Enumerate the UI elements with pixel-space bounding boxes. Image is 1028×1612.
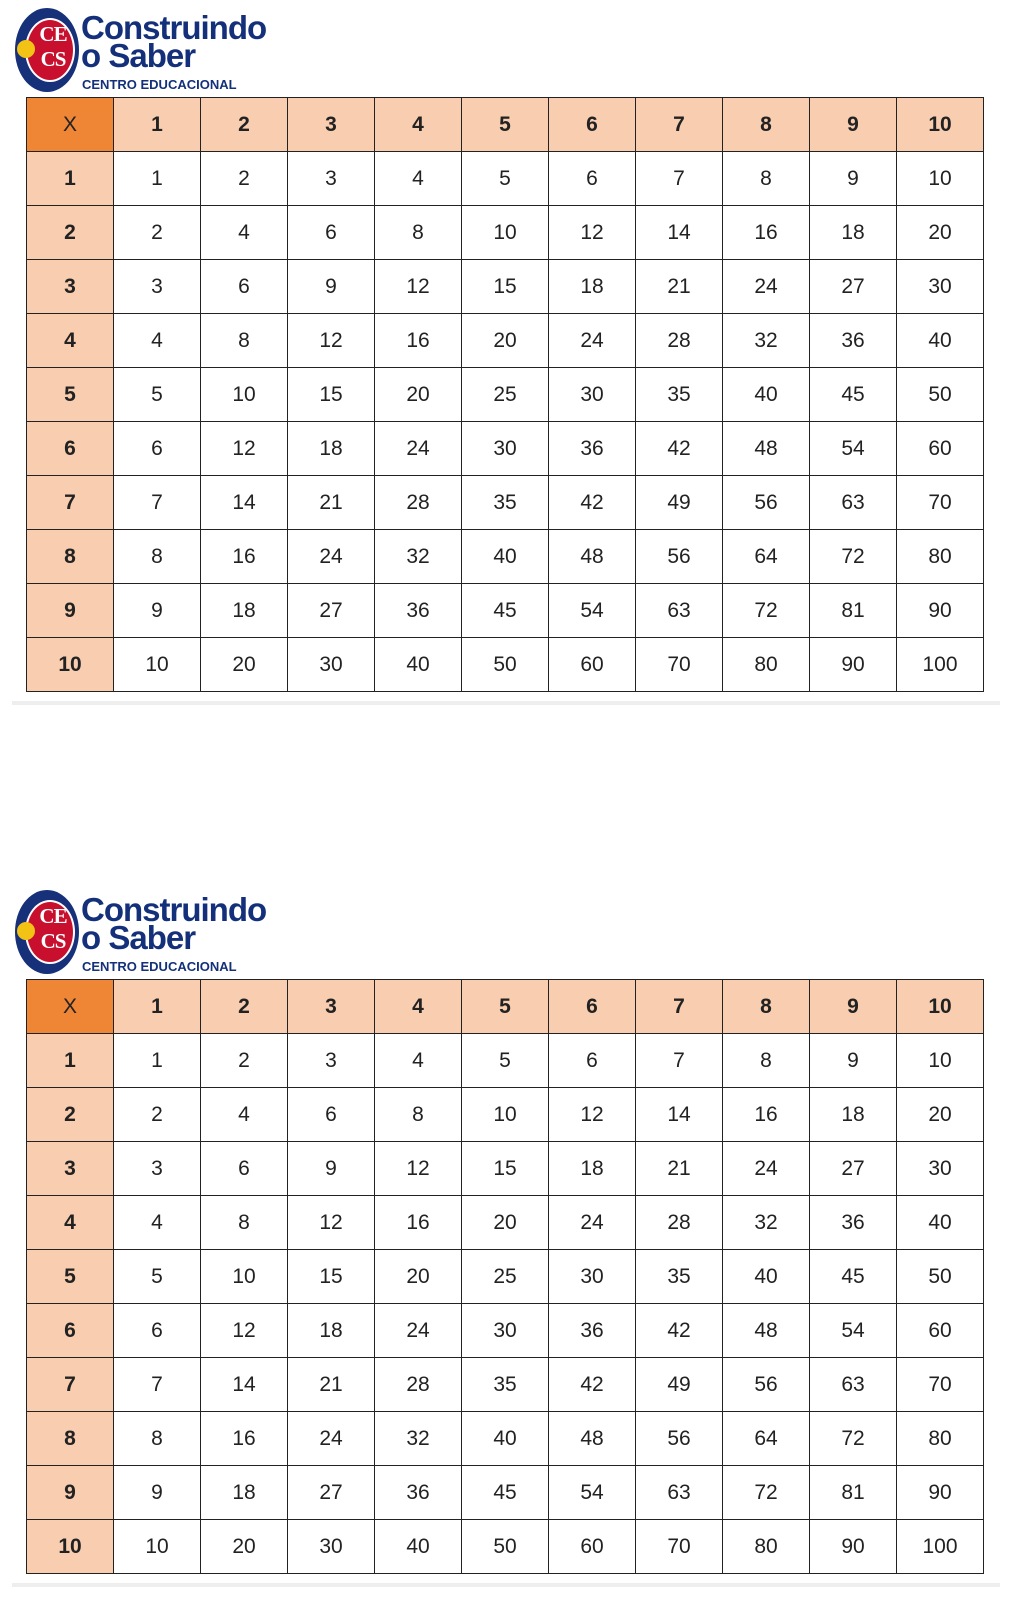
product-cell: 7 bbox=[114, 476, 201, 530]
product-cell: 15 bbox=[462, 260, 549, 314]
row-header: 3 bbox=[27, 260, 114, 314]
product-cell: 42 bbox=[549, 476, 636, 530]
product-cell: 9 bbox=[810, 152, 897, 206]
product-cell: 45 bbox=[810, 368, 897, 422]
product-cell: 72 bbox=[723, 584, 810, 638]
product-cell: 28 bbox=[636, 1196, 723, 1250]
row-header: 9 bbox=[27, 1466, 114, 1520]
product-cell: 50 bbox=[462, 1520, 549, 1574]
table-row bbox=[27, 1304, 984, 1358]
product-cell: 5 bbox=[114, 368, 201, 422]
product-cell: 8 bbox=[114, 1412, 201, 1466]
product-cell: 36 bbox=[549, 1304, 636, 1358]
product-cell: 8 bbox=[375, 1088, 462, 1142]
table-header-row bbox=[27, 98, 984, 152]
product-cell: 4 bbox=[201, 1088, 288, 1142]
product-cell: 2 bbox=[201, 1034, 288, 1088]
product-cell: 14 bbox=[636, 1088, 723, 1142]
row-header: 6 bbox=[27, 422, 114, 476]
product-cell: 4 bbox=[375, 1034, 462, 1088]
product-cell: 3 bbox=[288, 152, 375, 206]
brand-tagline: CENTRO EDUCACIONAL bbox=[82, 77, 237, 92]
table-row bbox=[27, 152, 984, 206]
product-cell: 16 bbox=[375, 314, 462, 368]
product-cell: 36 bbox=[810, 314, 897, 368]
product-cell: 20 bbox=[375, 368, 462, 422]
product-cell: 36 bbox=[375, 1466, 462, 1520]
product-cell: 8 bbox=[375, 206, 462, 260]
product-cell: 5 bbox=[462, 152, 549, 206]
product-cell: 100 bbox=[897, 638, 984, 692]
product-cell: 9 bbox=[114, 1466, 201, 1520]
product-cell: 12 bbox=[375, 260, 462, 314]
product-cell: 5 bbox=[114, 1250, 201, 1304]
column-header: 10 bbox=[897, 98, 984, 152]
product-cell: 40 bbox=[375, 638, 462, 692]
product-cell: 10 bbox=[201, 368, 288, 422]
product-cell: 21 bbox=[636, 1142, 723, 1196]
product-cell: 72 bbox=[810, 1412, 897, 1466]
emblem-text bbox=[31, 904, 75, 954]
product-cell: 45 bbox=[462, 584, 549, 638]
product-cell: 10 bbox=[462, 206, 549, 260]
product-cell: 24 bbox=[723, 1142, 810, 1196]
product-cell: 27 bbox=[810, 1142, 897, 1196]
product-cell: 36 bbox=[810, 1196, 897, 1250]
row-header: 3 bbox=[27, 1142, 114, 1196]
product-cell: 40 bbox=[897, 314, 984, 368]
product-cell: 48 bbox=[549, 530, 636, 584]
table-row bbox=[27, 638, 984, 692]
product-cell: 9 bbox=[114, 584, 201, 638]
product-cell: 30 bbox=[549, 1250, 636, 1304]
row-header: 2 bbox=[27, 206, 114, 260]
table-header-row bbox=[27, 980, 984, 1034]
product-cell: 81 bbox=[810, 1466, 897, 1520]
product-cell: 1 bbox=[114, 1034, 201, 1088]
product-cell: 8 bbox=[723, 152, 810, 206]
emblem-line-1: CE bbox=[39, 904, 67, 928]
product-cell: 16 bbox=[201, 1412, 288, 1466]
product-cell: 6 bbox=[549, 1034, 636, 1088]
column-header: 7 bbox=[636, 980, 723, 1034]
product-cell: 35 bbox=[462, 476, 549, 530]
product-cell: 40 bbox=[462, 530, 549, 584]
table-row bbox=[27, 1034, 984, 1088]
product-cell: 3 bbox=[288, 1034, 375, 1088]
product-cell: 49 bbox=[636, 476, 723, 530]
product-cell: 50 bbox=[462, 638, 549, 692]
product-cell: 60 bbox=[549, 638, 636, 692]
product-cell: 4 bbox=[114, 1196, 201, 1250]
column-header: 7 bbox=[636, 98, 723, 152]
product-cell: 14 bbox=[201, 476, 288, 530]
row-header: 1 bbox=[27, 152, 114, 206]
product-cell: 16 bbox=[723, 206, 810, 260]
product-cell: 2 bbox=[114, 206, 201, 260]
column-header: 6 bbox=[549, 980, 636, 1034]
column-header: 3 bbox=[288, 980, 375, 1034]
product-cell: 12 bbox=[288, 1196, 375, 1250]
row-header: 1 bbox=[27, 1034, 114, 1088]
product-cell: 12 bbox=[288, 314, 375, 368]
product-cell: 12 bbox=[549, 1088, 636, 1142]
product-cell: 49 bbox=[636, 1358, 723, 1412]
product-cell: 20 bbox=[897, 206, 984, 260]
product-cell: 4 bbox=[375, 152, 462, 206]
product-cell: 35 bbox=[636, 1250, 723, 1304]
product-cell: 56 bbox=[723, 476, 810, 530]
product-cell: 30 bbox=[462, 422, 549, 476]
column-header: 4 bbox=[375, 980, 462, 1034]
product-cell: 45 bbox=[462, 1466, 549, 1520]
corner-cell: X bbox=[27, 98, 114, 152]
product-cell: 70 bbox=[897, 1358, 984, 1412]
product-cell: 10 bbox=[462, 1088, 549, 1142]
product-cell: 18 bbox=[549, 260, 636, 314]
emblem-icon bbox=[15, 890, 79, 974]
product-cell: 32 bbox=[723, 314, 810, 368]
product-cell: 16 bbox=[375, 1196, 462, 1250]
brand-name-line-2: o Saber bbox=[81, 37, 196, 74]
row-header: 5 bbox=[27, 1250, 114, 1304]
product-cell: 25 bbox=[462, 1250, 549, 1304]
product-cell: 3 bbox=[114, 1142, 201, 1196]
product-cell: 28 bbox=[375, 1358, 462, 1412]
product-cell: 10 bbox=[201, 1250, 288, 1304]
product-cell: 6 bbox=[201, 260, 288, 314]
product-cell: 6 bbox=[201, 1142, 288, 1196]
product-cell: 2 bbox=[201, 152, 288, 206]
product-cell: 27 bbox=[810, 260, 897, 314]
product-cell: 42 bbox=[636, 422, 723, 476]
product-cell: 56 bbox=[723, 1358, 810, 1412]
product-cell: 12 bbox=[201, 422, 288, 476]
column-header: 9 bbox=[810, 980, 897, 1034]
product-cell: 60 bbox=[897, 422, 984, 476]
product-cell: 30 bbox=[897, 260, 984, 314]
product-cell: 54 bbox=[810, 422, 897, 476]
product-cell: 90 bbox=[810, 638, 897, 692]
product-cell: 48 bbox=[723, 422, 810, 476]
product-cell: 64 bbox=[723, 1412, 810, 1466]
table-row bbox=[27, 368, 984, 422]
product-cell: 70 bbox=[636, 1520, 723, 1574]
page-divider bbox=[12, 1583, 1000, 1587]
product-cell: 63 bbox=[810, 1358, 897, 1412]
product-cell: 24 bbox=[288, 1412, 375, 1466]
product-cell: 18 bbox=[201, 1466, 288, 1520]
product-cell: 12 bbox=[375, 1142, 462, 1196]
table-row bbox=[27, 584, 984, 638]
product-cell: 4 bbox=[114, 314, 201, 368]
brand-name-line-2: o Saber bbox=[81, 919, 196, 956]
product-cell: 90 bbox=[810, 1520, 897, 1574]
product-cell: 45 bbox=[810, 1250, 897, 1304]
product-cell: 20 bbox=[462, 1196, 549, 1250]
product-cell: 24 bbox=[723, 260, 810, 314]
product-cell: 36 bbox=[549, 422, 636, 476]
product-cell: 60 bbox=[549, 1520, 636, 1574]
product-cell: 80 bbox=[723, 638, 810, 692]
product-cell: 81 bbox=[810, 584, 897, 638]
table-row bbox=[27, 1250, 984, 1304]
product-cell: 40 bbox=[723, 1250, 810, 1304]
column-header: 10 bbox=[897, 980, 984, 1034]
product-cell: 7 bbox=[114, 1358, 201, 1412]
product-cell: 80 bbox=[897, 1412, 984, 1466]
row-header: 5 bbox=[27, 368, 114, 422]
product-cell: 18 bbox=[549, 1142, 636, 1196]
product-cell: 24 bbox=[549, 1196, 636, 1250]
table-row bbox=[27, 1412, 984, 1466]
product-cell: 50 bbox=[897, 368, 984, 422]
product-cell: 54 bbox=[549, 584, 636, 638]
product-cell: 32 bbox=[723, 1196, 810, 1250]
table-row bbox=[27, 1142, 984, 1196]
row-header: 4 bbox=[27, 314, 114, 368]
table-row bbox=[27, 1358, 984, 1412]
product-cell: 18 bbox=[810, 1088, 897, 1142]
column-header: 2 bbox=[201, 98, 288, 152]
product-cell: 32 bbox=[375, 1412, 462, 1466]
brand-name-line-1: Construindo bbox=[81, 891, 267, 928]
product-cell: 42 bbox=[549, 1358, 636, 1412]
column-header: 5 bbox=[462, 98, 549, 152]
column-header: 2 bbox=[201, 980, 288, 1034]
product-cell: 4 bbox=[201, 206, 288, 260]
product-cell: 24 bbox=[549, 314, 636, 368]
column-header: 8 bbox=[723, 98, 810, 152]
product-cell: 80 bbox=[897, 530, 984, 584]
product-cell: 30 bbox=[897, 1142, 984, 1196]
product-cell: 2 bbox=[114, 1088, 201, 1142]
product-cell: 72 bbox=[810, 530, 897, 584]
product-cell: 10 bbox=[114, 638, 201, 692]
product-cell: 16 bbox=[723, 1088, 810, 1142]
row-header: 2 bbox=[27, 1088, 114, 1142]
product-cell: 40 bbox=[375, 1520, 462, 1574]
product-cell: 24 bbox=[375, 1304, 462, 1358]
school-logo bbox=[15, 890, 267, 986]
product-cell: 18 bbox=[288, 1304, 375, 1358]
product-cell: 3 bbox=[114, 260, 201, 314]
product-cell: 6 bbox=[288, 206, 375, 260]
row-header: 8 bbox=[27, 1412, 114, 1466]
product-cell: 9 bbox=[288, 1142, 375, 1196]
table-row bbox=[27, 314, 984, 368]
product-cell: 40 bbox=[897, 1196, 984, 1250]
row-header: 9 bbox=[27, 584, 114, 638]
product-cell: 20 bbox=[897, 1088, 984, 1142]
product-cell: 56 bbox=[636, 1412, 723, 1466]
table-row bbox=[27, 206, 984, 260]
table-row bbox=[27, 260, 984, 314]
row-header: 8 bbox=[27, 530, 114, 584]
product-cell: 16 bbox=[201, 530, 288, 584]
corner-cell: X bbox=[27, 980, 114, 1034]
product-cell: 27 bbox=[288, 584, 375, 638]
product-cell: 42 bbox=[636, 1304, 723, 1358]
product-cell: 24 bbox=[288, 530, 375, 584]
product-cell: 63 bbox=[636, 1466, 723, 1520]
row-header: 4 bbox=[27, 1196, 114, 1250]
column-header: 1 bbox=[114, 980, 201, 1034]
product-cell: 25 bbox=[462, 368, 549, 422]
product-cell: 12 bbox=[201, 1304, 288, 1358]
column-header: 1 bbox=[114, 98, 201, 152]
product-cell: 6 bbox=[549, 152, 636, 206]
product-cell: 20 bbox=[462, 314, 549, 368]
product-cell: 8 bbox=[114, 530, 201, 584]
table-row bbox=[27, 530, 984, 584]
product-cell: 24 bbox=[375, 422, 462, 476]
product-cell: 50 bbox=[897, 1250, 984, 1304]
product-cell: 10 bbox=[897, 1034, 984, 1088]
product-cell: 7 bbox=[636, 152, 723, 206]
column-header: 3 bbox=[288, 98, 375, 152]
column-header: 5 bbox=[462, 980, 549, 1034]
product-cell: 6 bbox=[114, 422, 201, 476]
product-cell: 6 bbox=[288, 1088, 375, 1142]
table-row bbox=[27, 1520, 984, 1574]
product-cell: 7 bbox=[636, 1034, 723, 1088]
product-cell: 28 bbox=[636, 314, 723, 368]
product-cell: 30 bbox=[288, 638, 375, 692]
product-cell: 35 bbox=[636, 368, 723, 422]
product-cell: 28 bbox=[375, 476, 462, 530]
product-cell: 6 bbox=[114, 1304, 201, 1358]
product-cell: 18 bbox=[810, 206, 897, 260]
brand-name-line-1: Construindo bbox=[81, 9, 267, 46]
product-cell: 8 bbox=[723, 1034, 810, 1088]
emblem-text bbox=[31, 22, 75, 72]
emblem-line-2: CS bbox=[40, 47, 66, 71]
product-cell: 27 bbox=[288, 1466, 375, 1520]
product-cell: 100 bbox=[897, 1520, 984, 1574]
product-cell: 20 bbox=[201, 638, 288, 692]
product-cell: 18 bbox=[288, 422, 375, 476]
product-cell: 40 bbox=[723, 368, 810, 422]
product-cell: 20 bbox=[375, 1250, 462, 1304]
product-cell: 14 bbox=[201, 1358, 288, 1412]
product-cell: 21 bbox=[288, 1358, 375, 1412]
product-cell: 8 bbox=[201, 314, 288, 368]
product-cell: 15 bbox=[462, 1142, 549, 1196]
multiplication-table bbox=[26, 979, 984, 1574]
product-cell: 20 bbox=[201, 1520, 288, 1574]
product-cell: 70 bbox=[636, 638, 723, 692]
product-cell: 40 bbox=[462, 1412, 549, 1466]
product-cell: 48 bbox=[549, 1412, 636, 1466]
product-cell: 72 bbox=[723, 1466, 810, 1520]
product-cell: 64 bbox=[723, 530, 810, 584]
product-cell: 8 bbox=[201, 1196, 288, 1250]
product-cell: 36 bbox=[375, 584, 462, 638]
product-cell: 1 bbox=[114, 152, 201, 206]
product-cell: 48 bbox=[723, 1304, 810, 1358]
row-header: 6 bbox=[27, 1304, 114, 1358]
product-cell: 35 bbox=[462, 1358, 549, 1412]
product-cell: 15 bbox=[288, 1250, 375, 1304]
table-row bbox=[27, 476, 984, 530]
product-cell: 54 bbox=[810, 1304, 897, 1358]
product-cell: 90 bbox=[897, 1466, 984, 1520]
emblem-line-1: CE bbox=[39, 22, 67, 46]
emblem-line-2: CS bbox=[40, 929, 66, 953]
product-cell: 15 bbox=[288, 368, 375, 422]
product-cell: 9 bbox=[288, 260, 375, 314]
product-cell: 5 bbox=[462, 1034, 549, 1088]
product-cell: 63 bbox=[636, 584, 723, 638]
column-header: 9 bbox=[810, 98, 897, 152]
product-cell: 12 bbox=[549, 206, 636, 260]
table-row bbox=[27, 1466, 984, 1520]
product-cell: 9 bbox=[810, 1034, 897, 1088]
school-logo bbox=[15, 8, 267, 104]
product-cell: 14 bbox=[636, 206, 723, 260]
product-cell: 90 bbox=[897, 584, 984, 638]
product-cell: 70 bbox=[897, 476, 984, 530]
page-divider bbox=[12, 701, 1000, 705]
product-cell: 54 bbox=[549, 1466, 636, 1520]
product-cell: 32 bbox=[375, 530, 462, 584]
column-header: 4 bbox=[375, 98, 462, 152]
multiplication-table bbox=[26, 97, 984, 692]
product-cell: 10 bbox=[114, 1520, 201, 1574]
product-cell: 21 bbox=[288, 476, 375, 530]
table-row bbox=[27, 1196, 984, 1250]
product-cell: 56 bbox=[636, 530, 723, 584]
row-header: 7 bbox=[27, 476, 114, 530]
product-cell: 60 bbox=[897, 1304, 984, 1358]
product-cell: 30 bbox=[549, 368, 636, 422]
row-header: 7 bbox=[27, 1358, 114, 1412]
table-row bbox=[27, 422, 984, 476]
row-header: 10 bbox=[27, 1520, 114, 1574]
product-cell: 80 bbox=[723, 1520, 810, 1574]
column-header: 8 bbox=[723, 980, 810, 1034]
emblem-icon bbox=[15, 8, 79, 92]
column-header: 6 bbox=[549, 98, 636, 152]
product-cell: 30 bbox=[462, 1304, 549, 1358]
brand-tagline: CENTRO EDUCACIONAL bbox=[82, 959, 237, 974]
product-cell: 30 bbox=[288, 1520, 375, 1574]
product-cell: 18 bbox=[201, 584, 288, 638]
product-cell: 63 bbox=[810, 476, 897, 530]
product-cell: 10 bbox=[897, 152, 984, 206]
product-cell: 21 bbox=[636, 260, 723, 314]
row-header: 10 bbox=[27, 638, 114, 692]
table-row bbox=[27, 1088, 984, 1142]
